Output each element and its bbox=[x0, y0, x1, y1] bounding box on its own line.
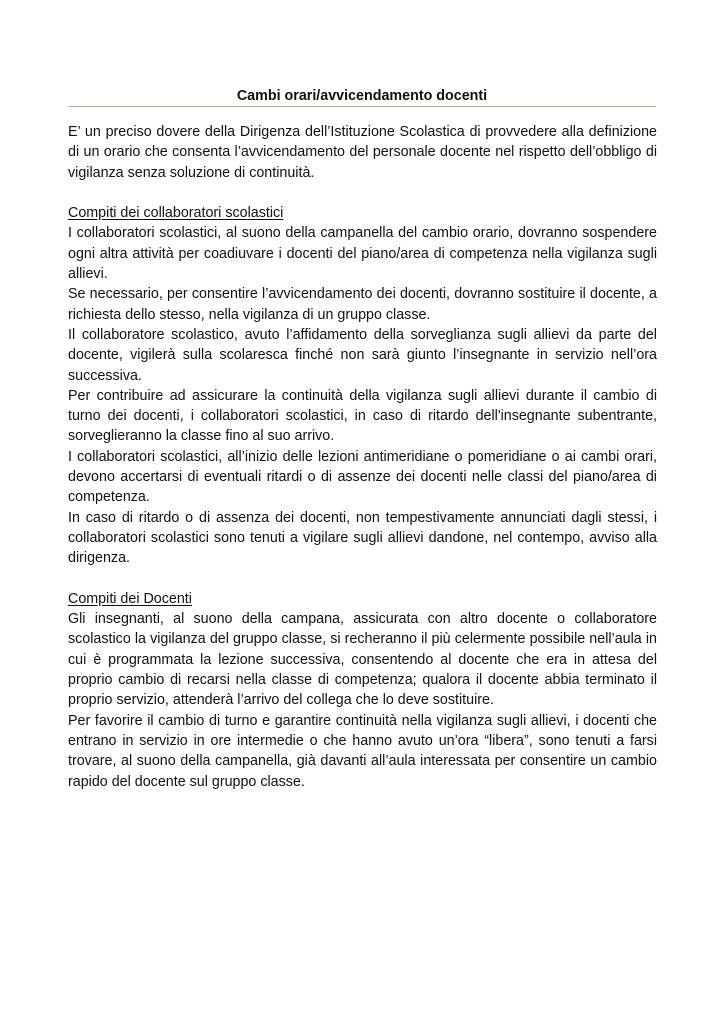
intro-paragraph: E’ un preciso dovere della Dirigenza dell’Istituzione Scolastica di provvedere alla definizione di un orario che consenta l’avvicendamento del personale docente nel rispetto dell’obbligo di vigilanza senza soluzione di continuità. bbox=[68, 124, 657, 181]
document-body bbox=[68, 122, 657, 792]
spacer bbox=[68, 183, 657, 203]
section-paragraph: I collaboratori scolastici, all’inizio delle lezioni antimeridiane o pomeridiane o ai cambi orari, devono accertarsi di eventuali ritardi o di assenze dei docenti nelle classi del piano/area di competenza. bbox=[68, 448, 657, 506]
section-paragraph: Per contribuire ad assicurare la continuità della vigilanza sugli allievi durante il cambio di turno dei docenti, i collaboratori scolastici, in caso di ritardo dell'insegnante subentrante, sorveglieranno la classe fino al suo arrivo. bbox=[68, 387, 657, 445]
section-paragraph: Per favorire il cambio di turno e garantire continuità nella vigilanza sugli allievi, i docenti che entrano in servizio in ore intermedie o che hanno avuto un’ora “libera”, sono tenuti a farsi trovare, al suono della campanella, già davanti all’aula interessata per consentire un cambio rapido del docente sul gruppo classe. bbox=[68, 712, 657, 790]
section-docenti bbox=[68, 589, 657, 792]
section-paragraph: Il collaboratore scolastico, avuto l’affidamento della sorveglianza sugli allievi da parte del docente, vigilerà sulla scolaresca finché non sarà giunto l’insegnante in servizio nell’ora successiva. bbox=[68, 326, 657, 384]
section-paragraph: I collaboratori scolastici, al suono della campanella del cambio orario, dovranno sospendere ogni altra attività per coadiuvare i docenti del piano/area di competenza nella vigilanza sugli allievi. bbox=[68, 225, 657, 283]
title-divider bbox=[68, 106, 656, 107]
spacer bbox=[68, 569, 657, 589]
section-collaboratori bbox=[68, 203, 657, 568]
section-heading: Compiti dei collaboratori scolastici bbox=[68, 205, 284, 222]
section-paragraph: Se necessario, per consentire l’avvicendamento dei docenti, dovranno sostituire il docente, a richiesta dello stesso, nella vigilanza di un gruppo classe. bbox=[68, 286, 657, 323]
section-paragraph: In caso di ritardo o di assenza dei docenti, non tempestivamente annunciati dagli stessi, i collaboratori scolastici sono tenuti a vigilare sugli allievi dandone, nel contempo, avviso alla dirigenza. bbox=[68, 509, 657, 567]
document-title: Cambi orari/avvicendamento docenti bbox=[236, 88, 488, 104]
section-paragraph: Gli insegnanti, al suono della campana, assicurata con altro docente o collaboratore scolastico la vigilanza del gruppo classe, si recheranno il più celermente possibile nell’aula in cui è programmata la lezione successiva, consentendo al docente che era in attesa del proprio cambio di recarsi nella classe di competenza; qualora il docente abbia terminato il proprio servizio, attenderà l’arrivo del collega che lo deve sostituire. bbox=[68, 611, 657, 709]
section-heading: Compiti dei Docenti bbox=[68, 590, 192, 607]
